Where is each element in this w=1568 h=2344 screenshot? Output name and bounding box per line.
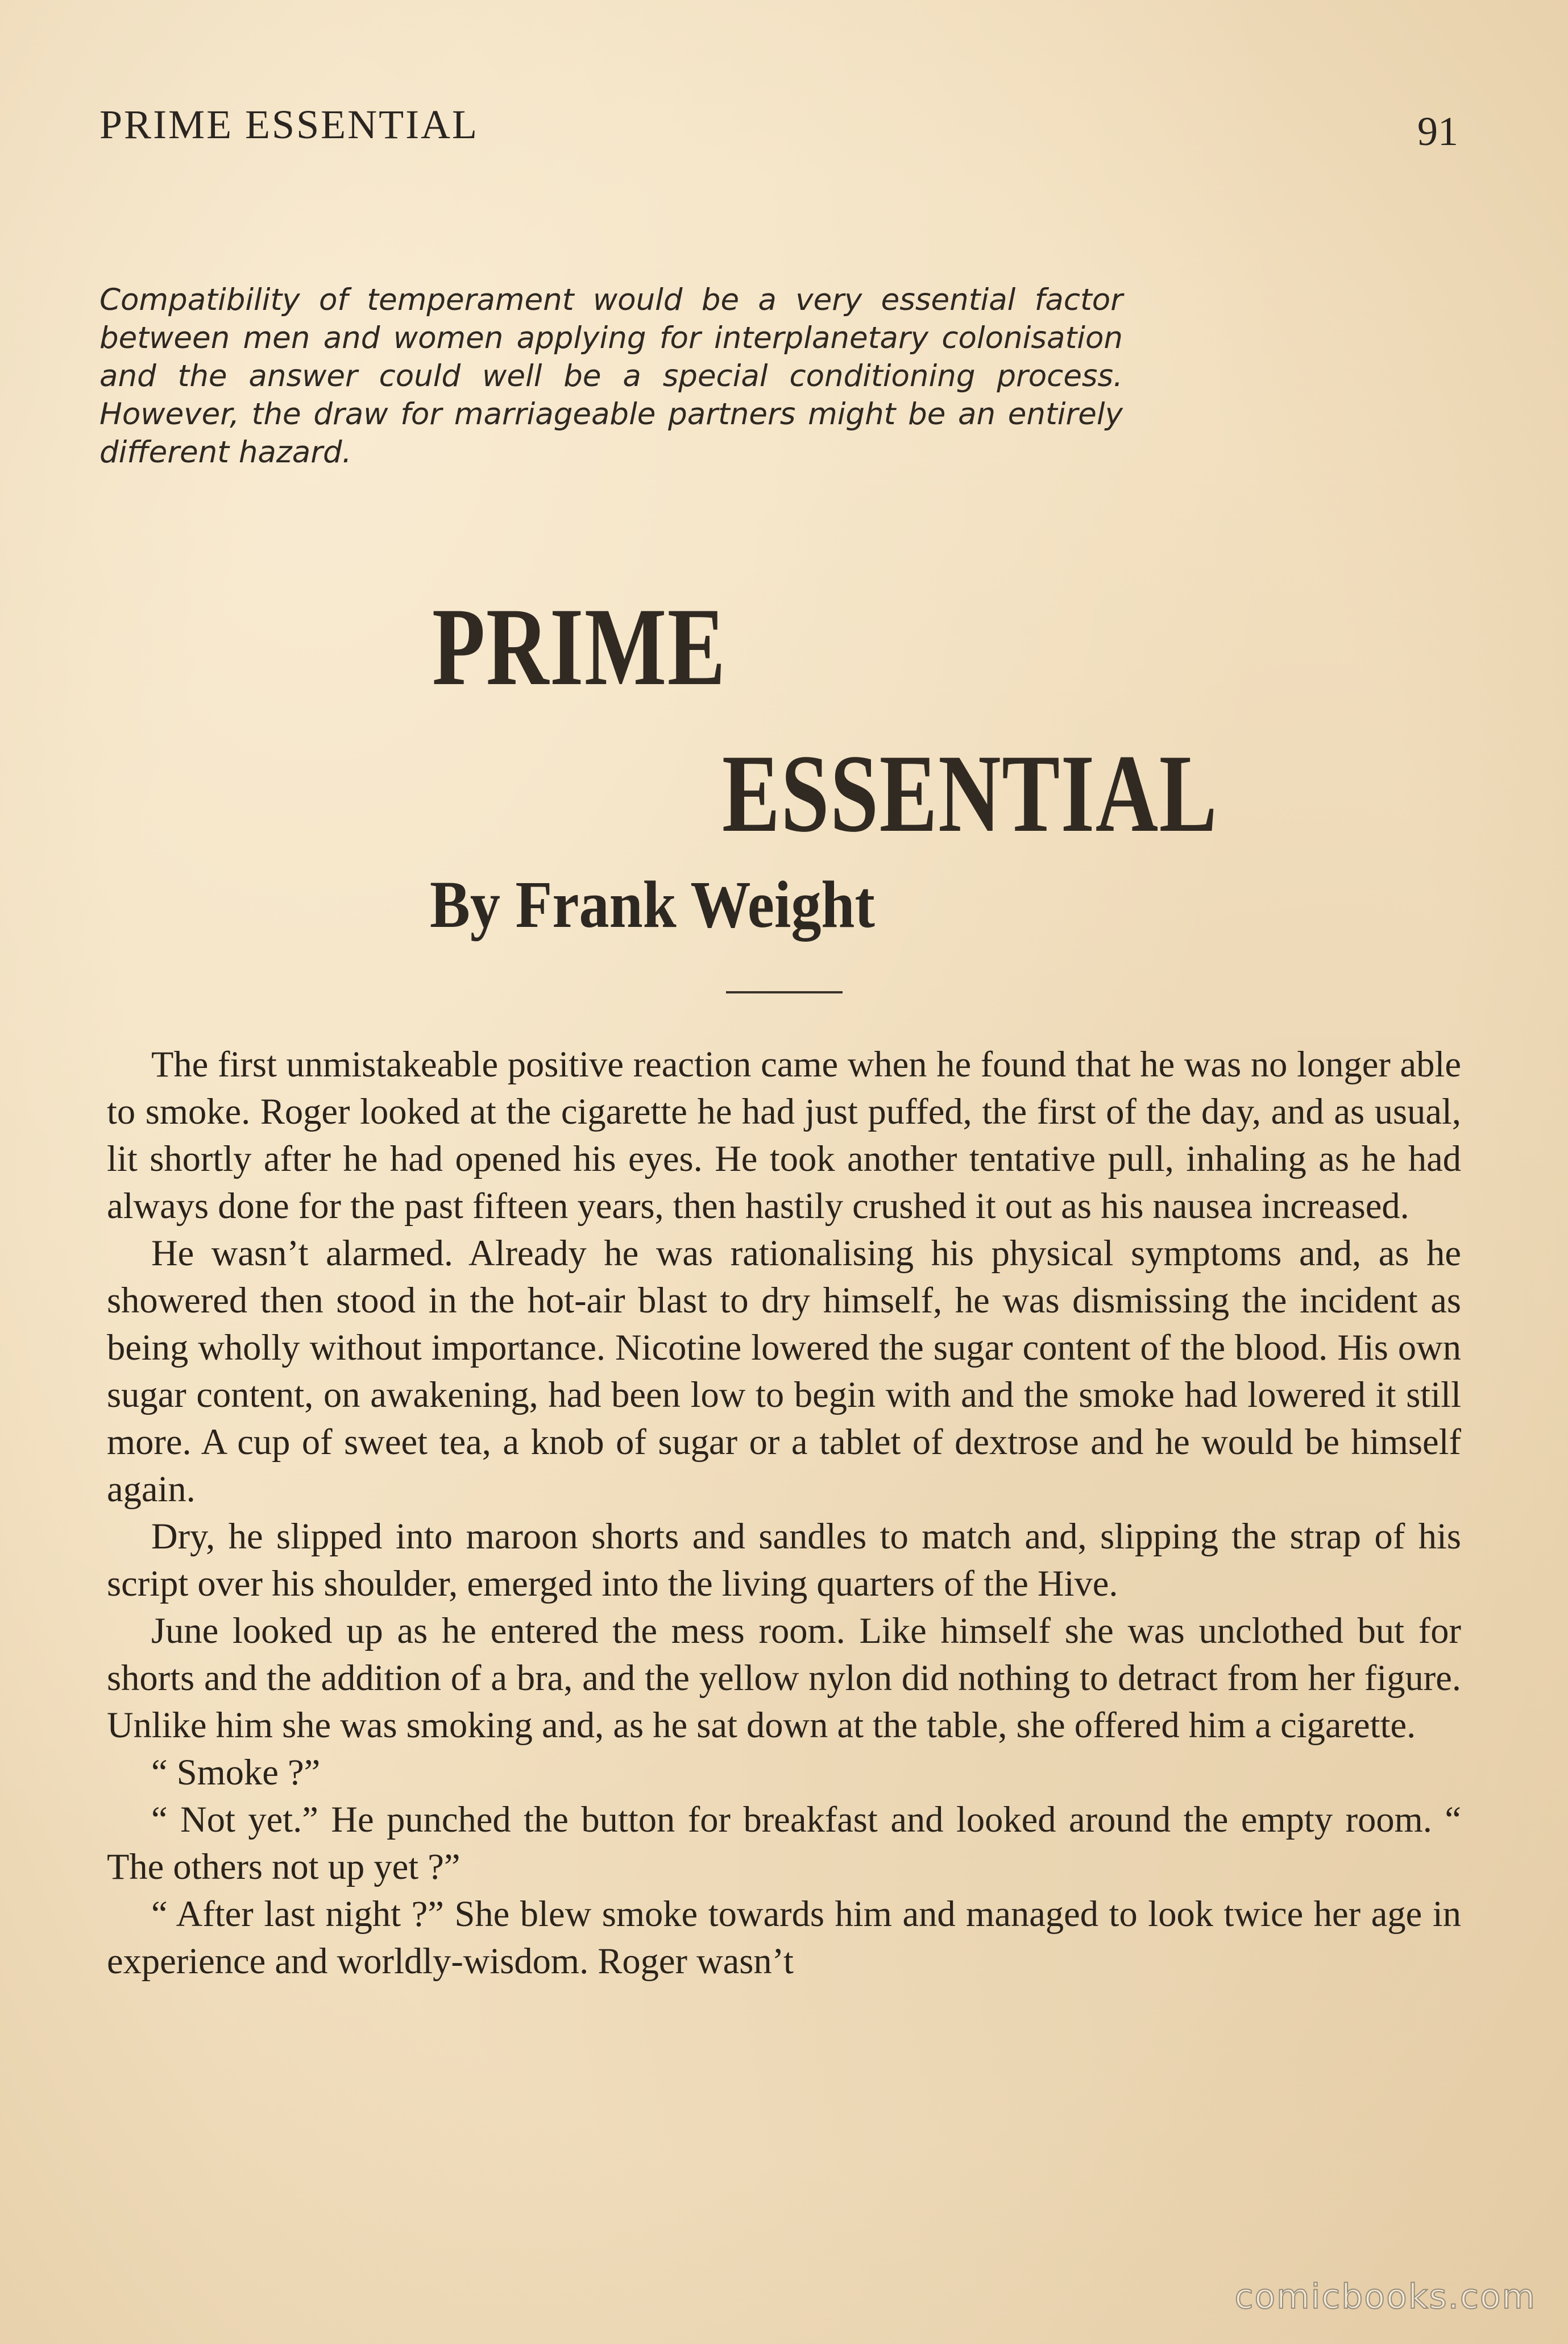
paragraph: June looked up as he entered the mess room. Like himself she was unclothed but for shorts and the addition of a bra, and the yellow nylon did nothing to detract from her figure. Unlike him she was smoking and, as he sat down at the table, she offered him a cigarette. [107,1610,1461,1745]
title-divider-rule [726,991,843,993]
page-number: 91 [1417,109,1458,154]
paragraph: “ After last night ?” She blew smoke towards him and managed to look twice her age in experience and worldly-wisdom. Roger wasn’t [107,1894,1461,1981]
paragraph: “ Smoke ?” [151,1752,321,1792]
running-head: PRIME ESSENTIAL [99,102,479,147]
author-byline: By Frank Weight [430,867,875,942]
site-watermark: comicbooks.com [1234,2277,1536,2317]
story-blurb: Compatibility of temperament would be a very essential factor between men and women applying for interplanetary colonisation and the answer could well be a special conditioning process. However, the draw for marriageable partners might be an entirely different hazard. [99,283,1123,470]
story-body [107,1041,1461,1985]
paragraph: The first unmistakeable positive reaction came when he found that he was no longer able to smoke. Roger looked at the cigarette he had just puffed, the first of the day, and as usual, lit shortly after he had opened his eyes. He took another tentative pull, inhaling as he had always done for the past fifteen years, then hastily crushed it out as his nausea increased. [107,1044,1461,1226]
paragraph: Dry, he slipped into maroon shorts and sandles to match and, slipping the strap of his script over his shoulder, emerged into the living quarters of the Hive. [107,1516,1461,1604]
story-title-line-2: ESSENTIAL [722,732,1218,855]
paragraph: “ Not yet.” He punched the button for breakfast and looked around the empty room. “ The others not up yet ?” [107,1799,1461,1887]
story-title-line-1: PRIME [432,585,727,709]
paragraph: He wasn’t alarmed. Already he was rationalising his physical symptoms and, as he showered then stood in the hot-air blast to dry himself, he was dismissing the incident as being wholly without importance. Nicotine lowered the sugar content of the blood. His own sugar content, on awakening, had been low to begin with and the smoke had lowered it still more. A cup of sweet tea, a knob of sugar or a tablet of dextrose and he would be himself again. [107,1233,1461,1509]
